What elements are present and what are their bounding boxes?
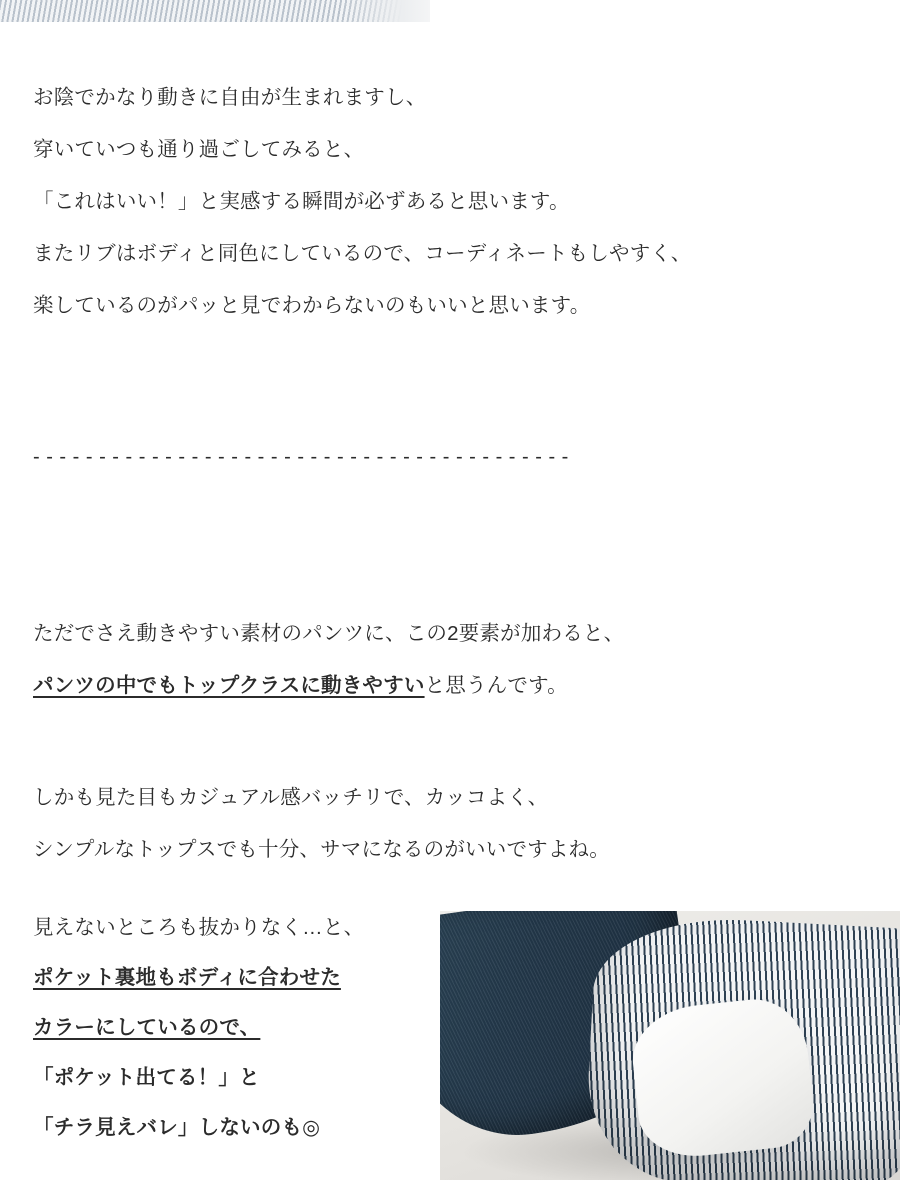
text-line: お陰でかなり動きに自由が生まれますし、: [33, 86, 427, 109]
paragraph-block-3: [33, 772, 610, 876]
text-line: 「これはいい！」と実感する瞬間が必ずあると思います。: [33, 190, 570, 213]
text-line: ただでさえ動きやすい素材のパンツに、この2要素が加わると、: [33, 622, 625, 645]
emphasis-text: カラーにしているので、: [33, 1016, 261, 1039]
text-line-emphasis: [33, 1103, 433, 1153]
text-line: しかも見た目もカジュアル感バッチリで、カッコよく、: [33, 786, 549, 809]
pocket-detail-photo: [440, 911, 900, 1180]
text-line-emphasis: [33, 1003, 433, 1053]
text-line: 楽しているのがパッと見でわからないのもいいと思います。: [33, 294, 591, 317]
text-line: シンプルなトップスでも十分、サマになるのがいいですよね。: [33, 838, 610, 861]
paragraph-block-1: [33, 72, 691, 332]
paragraph-block-2: [33, 608, 624, 712]
emphasis-text: ポケット裏地もボディに合わせた: [33, 966, 341, 989]
emphasis-text: 「チラ見えバレ」しないのも◎: [33, 1116, 321, 1139]
text-line-emphasis: [33, 1053, 433, 1103]
section-divider: - - - - - - - - - - - - - - - - - - - - - - - - - - - - - - - - - - - - - - - - -: [33, 446, 569, 468]
text-line-emphasis: [33, 953, 433, 1003]
text-line: またリブはボディと同色にしているので、コーディネートもしやすく、: [33, 242, 692, 265]
white-pocket-lining-region: [628, 994, 818, 1161]
emphasis-text: パンツの中でもトップクラスに動きやすい: [33, 674, 425, 697]
text-line: 穿いていつも通り過ごしてみると、: [33, 138, 365, 161]
photo-fade-overlay: [340, 0, 430, 22]
top-fabric-photo: [0, 0, 430, 22]
paragraph-block-4: [33, 903, 433, 1153]
emphasis-tail: と思うんです。: [424, 674, 568, 697]
emphasis-text: 「ポケット出てる！」と: [33, 1066, 260, 1089]
text-line: 見えないところも抜かりなく…と、: [33, 916, 365, 939]
text-line-emphasis: [33, 660, 624, 712]
